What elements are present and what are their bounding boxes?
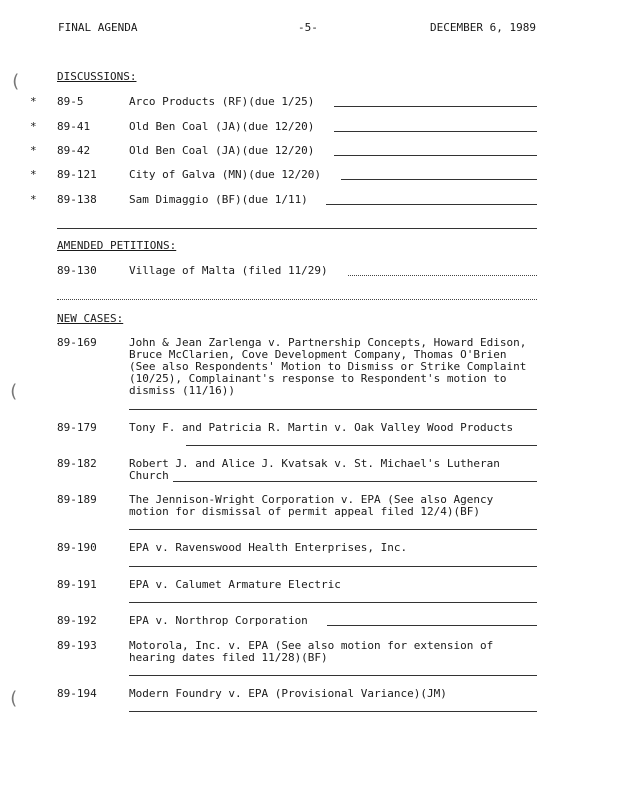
docket-number: 89-169 — [57, 336, 97, 349]
case-title: Tony F. and Patricia R. Martin v. Oak Valley Wood Products — [129, 421, 514, 434]
docket-number: 89-193 — [57, 639, 97, 652]
signature-line — [129, 675, 537, 676]
margin-mark: ( — [8, 381, 19, 402]
case-title: John & Jean Zarlenga v. Partnership Concepts, Howard Edison, Bruce McClarien, Cove Development Company, Thomas O'Brien (See also Respondents' Motion to Dismiss or Strike Complaint (10/25), Complainant's response to Respondent's motion to dismiss (11/16)) — [129, 336, 527, 397]
amended-petitions-heading: AMENDED PETITIONS: — [57, 239, 177, 252]
margin-mark: ( — [10, 71, 21, 92]
header-date: DECEMBER 6, 1989 — [430, 21, 536, 34]
priority-star: * — [30, 193, 37, 206]
docket-number: 89-5 — [57, 95, 84, 108]
docket-number: 89-179 — [57, 421, 97, 434]
case-title: EPA v. Calumet Armature Electric — [129, 578, 341, 591]
case-title: Sam Dimaggio (BF)(due 1/11) — [129, 193, 308, 206]
page-number: -5- — [298, 21, 318, 34]
signature-line — [57, 228, 537, 229]
case-title: City of Galva (MN)(due 12/20) — [129, 168, 322, 181]
signature-line — [129, 529, 537, 530]
signature-line — [348, 275, 537, 276]
case-title: Arco Products (RF)(due 1/25) — [129, 95, 315, 108]
case-title: Motorola, Inc. v. EPA (See also motion for extension of hearing dates filed 11/28)(BF) — [129, 639, 494, 664]
signature-line — [334, 106, 537, 107]
signature-line — [341, 179, 537, 180]
docket-number: 89-190 — [57, 541, 97, 554]
case-title: The Jennison-Wright Corporation v. EPA (See also Agency motion for dismissal of permit appeal filed 12/4)(BF) — [129, 493, 494, 518]
priority-star: * — [30, 120, 37, 133]
docket-number: 89-41 — [57, 120, 91, 133]
signature-line — [57, 299, 537, 300]
case-title: Old Ben Coal (JA)(due 12/20) — [129, 120, 315, 133]
signature-line — [173, 481, 537, 482]
signature-line — [334, 131, 537, 132]
docket-number: 89-192 — [57, 614, 97, 627]
signature-line — [326, 204, 537, 205]
docket-number: 89-182 — [57, 457, 97, 470]
signature-line — [327, 625, 537, 626]
signature-line — [129, 711, 537, 712]
case-title: Robert J. and Alice J. Kvatsak v. St. Michael's Lutheran Church — [129, 457, 500, 482]
docket-number: 89-189 — [57, 493, 97, 506]
signature-line — [129, 602, 537, 603]
discussions-heading: DISCUSSIONS: — [57, 70, 137, 83]
docket-number: 89-194 — [57, 687, 97, 700]
case-title: Old Ben Coal (JA)(due 12/20) — [129, 144, 315, 157]
signature-line — [129, 409, 537, 410]
priority-star: * — [30, 144, 37, 157]
margin-mark: ( — [8, 688, 19, 709]
signature-line — [334, 155, 537, 156]
new-cases-heading: NEW CASES: — [57, 312, 124, 325]
case-title: Village of Malta (filed 11/29) — [129, 264, 328, 277]
header-title: FINAL AGENDA — [58, 21, 138, 34]
docket-number: 89-138 — [57, 193, 97, 206]
case-title: Modern Foundry v. EPA (Provisional Variance)(JM) — [129, 687, 447, 700]
priority-star: * — [30, 168, 37, 181]
case-title: EPA v. Northrop Corporation — [129, 614, 308, 627]
docket-number: 89-121 — [57, 168, 97, 181]
priority-star: * — [30, 95, 37, 108]
docket-number: 89-191 — [57, 578, 97, 591]
signature-line — [129, 566, 537, 567]
case-title: EPA v. Ravenswood Health Enterprises, Inc. — [129, 541, 408, 554]
docket-number: 89-42 — [57, 144, 91, 157]
signature-line — [186, 445, 537, 446]
docket-number: 89-130 — [57, 264, 97, 277]
